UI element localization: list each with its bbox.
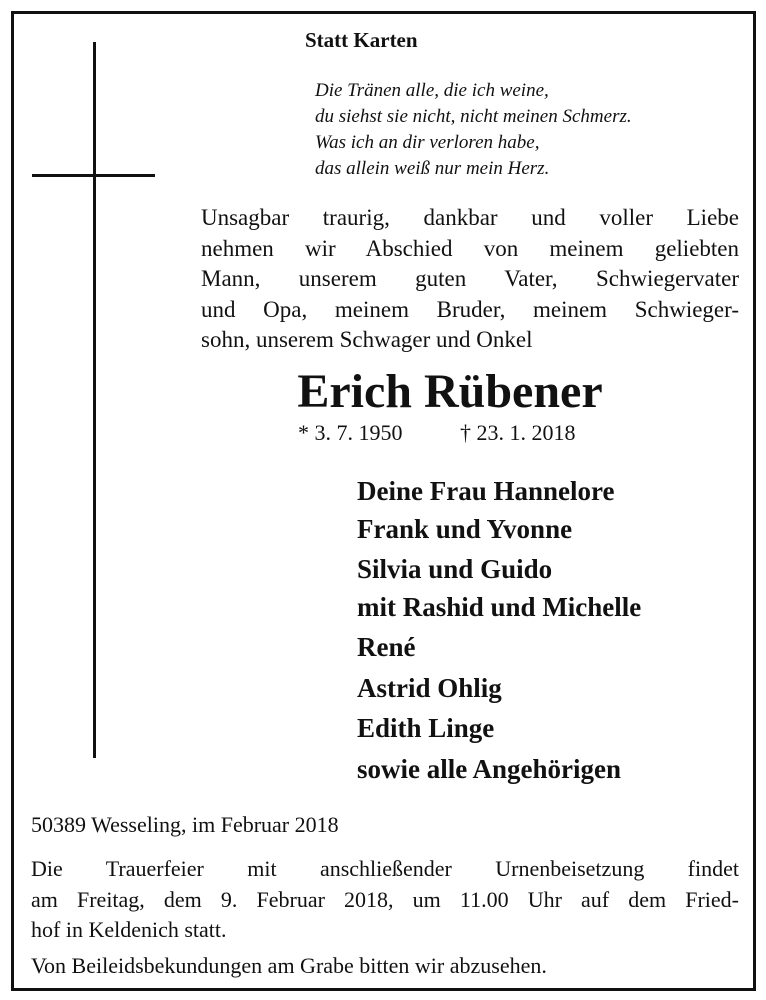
service-info [31,854,739,946]
mourner-line: Astrid Ohlig [357,672,502,703]
mourners-list [357,473,641,788]
intro-line: Unsagbar traurig, dankbar und voller Liebe [201,205,739,230]
place-date: 50389 Wesseling, im Februar 2018 [31,812,339,837]
intro-line: sohn, unserem Schwager und Onkel [201,327,533,352]
poem-line: du siehst sie nicht, nicht meinen Schmerz. [315,106,632,127]
cross-vertical-bar [93,42,96,758]
poem [315,78,632,182]
poem-line: Die Tränen alle, die ich weine, [315,80,549,101]
mourner-line: Frank und Yvonne [357,513,573,544]
death-date: † 23. 1. 2018 [460,420,576,445]
poem-line: Was ich an dir verloren habe, [315,132,540,153]
intro-line: Mann, unserem guten Vater, Schwiegervater [201,266,739,291]
intro-line: und Opa, meinem Bruder, meinem Schwieger- [201,296,739,322]
mourner-line: mit Rashid und Michelle [357,591,642,622]
mourner-line: Silvia und Guido [357,554,553,584]
service-line: Die Trauerfeier mit anschließender Urnenbeisetzung findet [31,856,739,881]
mourner-line: René [357,632,416,662]
cross-horizontal-bar [32,174,155,177]
mourner-line: Deine Frau Hannelore [357,476,615,506]
intro-text [201,203,739,356]
mourner-line: sowie alle Angehörigen [357,753,621,784]
birth-date: * 3. 7. 1950 [298,420,403,445]
deceased-name: Erich Rübener [297,365,603,418]
intro-line: nehmen wir Abschied von meinem geliebten [201,235,739,261]
closing-note: Von Beileidsbekundungen am Grabe bitten wir abzusehen. [31,953,547,978]
mourner-line: Edith Linge [357,713,495,743]
service-line: am Freitag, dem 9. Februar 2018, um 11.00 Uhr auf dem Fried- [31,886,739,912]
poem-line: das allein weiß nur mein Herz. [315,158,550,179]
service-line: hof in Keldenich statt. [31,917,227,942]
notice-heading: Statt Karten [305,28,418,52]
